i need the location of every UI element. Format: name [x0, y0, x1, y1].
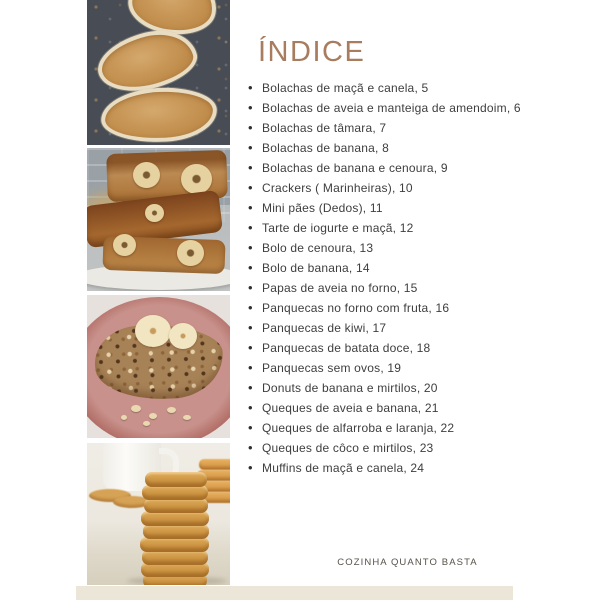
index-entry	[244, 358, 574, 378]
photo-column	[87, 0, 230, 600]
index-entry	[244, 78, 574, 98]
cookie	[144, 498, 208, 513]
banana-slice	[135, 315, 171, 347]
bullet-icon: •	[248, 240, 253, 255]
entry-separator: ,	[391, 181, 400, 195]
entry-label: Bolo de cenoura	[262, 241, 353, 255]
footer-band	[76, 586, 513, 600]
entry-label: Bolachas de banana	[262, 141, 376, 155]
entry-page-number: 14	[355, 261, 370, 275]
cookie	[142, 485, 208, 500]
banana-slice	[177, 240, 204, 266]
entry-page-number: 19	[387, 361, 402, 375]
photo-baked-oatmeal	[87, 295, 230, 438]
footer-brand: COZINHA QUANTO BASTA	[337, 557, 478, 568]
index-list	[244, 78, 574, 478]
entry-page-number: 13	[359, 241, 374, 255]
cookie	[145, 472, 207, 487]
bullet-icon: •	[248, 420, 253, 435]
entry-label: Bolo de banana	[262, 261, 349, 275]
entry-page-number: 6	[513, 101, 521, 115]
index-entry	[244, 258, 574, 278]
nut-crumb	[149, 413, 157, 419]
pancake-shape	[100, 85, 219, 145]
banana-slice	[169, 323, 197, 349]
bullet-icon: •	[248, 400, 253, 415]
entry-label: Papas de aveia no forno	[262, 281, 397, 295]
entry-label: Panquecas sem ovos	[262, 361, 381, 375]
entry-separator: ,	[417, 401, 425, 415]
entry-label: Tarte de iogurte e maçã	[262, 221, 393, 235]
entry-label: Bolachas de maçã e canela	[262, 81, 415, 95]
entry-label: Crackers ( Marinheiras)	[262, 181, 392, 195]
nut-crumb	[121, 415, 127, 420]
entry-separator: ,	[409, 341, 417, 355]
entry-label: Mini pães (Dedos)	[262, 201, 363, 215]
entry-separator: ,	[428, 301, 436, 315]
entry-page-number: 8	[382, 141, 389, 155]
index-entry	[244, 238, 574, 258]
entry-separator: ,	[403, 461, 411, 475]
cookie	[142, 550, 208, 565]
photo-cookie-stack	[87, 443, 230, 585]
bullet-icon: •	[248, 200, 253, 215]
index-entry	[244, 118, 574, 138]
cookie	[140, 537, 209, 552]
banana-slice	[181, 164, 212, 194]
entry-separator: ,	[380, 361, 388, 375]
index-entry	[244, 178, 574, 198]
entry-page-number: 17	[372, 321, 387, 335]
cookie	[141, 511, 209, 526]
entry-separator: ,	[412, 441, 420, 455]
banana-slice	[113, 234, 136, 256]
entry-separator: ,	[433, 161, 441, 175]
entry-separator: ,	[396, 281, 404, 295]
entry-page-number: 23	[419, 441, 434, 455]
banana-slice	[145, 204, 164, 222]
entry-label: Panquecas de kiwi	[262, 321, 366, 335]
cookie-back-stack	[199, 459, 230, 470]
bullet-icon: •	[248, 380, 253, 395]
index-entry	[244, 218, 574, 238]
entry-label: Queques de côco e mirtilos	[262, 441, 413, 455]
index-entry	[244, 278, 574, 298]
index-entry	[244, 418, 574, 438]
entry-label: Panquecas no forno com fruta	[262, 301, 429, 315]
entry-page-number: 15	[403, 281, 418, 295]
bullet-icon: •	[248, 460, 253, 475]
photo-pancakes	[87, 0, 230, 145]
entry-page-number: 20	[423, 381, 438, 395]
bullet-icon: •	[248, 220, 253, 235]
index-entry	[244, 298, 574, 318]
entry-label: Bolachas de aveia e manteiga de amendoim	[262, 101, 507, 115]
index-entry	[244, 378, 574, 398]
bullet-icon: •	[248, 100, 253, 115]
entry-page-number: 11	[369, 201, 383, 215]
nut-crumb	[131, 405, 141, 412]
entry-label: Bolachas de banana e cenoura	[262, 161, 434, 175]
entry-page-number: 9	[440, 161, 448, 175]
page-title: ÍNDICE	[258, 36, 366, 68]
entry-separator: ,	[372, 121, 380, 135]
index-entry	[244, 338, 574, 358]
entry-page-number: 5	[421, 81, 429, 95]
bullet-icon: •	[248, 440, 253, 455]
entry-separator: ,	[414, 81, 422, 95]
bullet-icon: •	[248, 280, 253, 295]
entry-label: Muffins de maçã e canela	[262, 461, 404, 475]
index-entry	[244, 398, 574, 418]
entry-label: Queques de alfarroba e laranja	[262, 421, 434, 435]
nut-crumb	[143, 421, 150, 426]
entry-page-number: 16	[435, 301, 450, 315]
bullet-icon: •	[248, 260, 253, 275]
bullet-icon: •	[248, 300, 253, 315]
bullet-icon: •	[248, 120, 253, 135]
entry-page-number: 7	[379, 121, 387, 135]
bullet-icon: •	[248, 360, 253, 375]
index-entry	[244, 98, 574, 118]
index-entry	[244, 158, 574, 178]
entry-separator: ,	[506, 101, 514, 115]
entry-separator: ,	[352, 241, 360, 255]
entry-separator: ,	[392, 221, 400, 235]
index-entry	[244, 318, 574, 338]
nut-crumb	[183, 415, 191, 420]
banana-slice	[133, 162, 160, 188]
entry-separator: ,	[348, 261, 356, 275]
index-entry	[244, 138, 574, 158]
entry-separator: ,	[433, 421, 441, 435]
entry-page-number: 18	[416, 341, 431, 355]
entry-label: Panquecas de batata doce	[262, 341, 410, 355]
entry-page-number: 24	[410, 461, 425, 475]
index-entry	[244, 458, 574, 478]
entry-label: Queques de aveia e banana	[262, 401, 418, 415]
entry-separator: ,	[375, 141, 383, 155]
bullet-icon: •	[248, 80, 253, 95]
bullet-icon: •	[248, 180, 253, 195]
entry-separator: ,	[416, 381, 424, 395]
entry-page-number: 12	[399, 221, 414, 235]
photo-banana-bread	[87, 148, 230, 291]
nut-crumb	[167, 407, 176, 413]
entry-page-number: 22	[440, 421, 455, 435]
entry-label: Bolachas de tâmara	[262, 121, 373, 135]
entry-separator: ,	[362, 201, 370, 215]
bullet-icon: •	[248, 320, 253, 335]
bullet-icon: •	[248, 340, 253, 355]
entry-label: Donuts de banana e mirtilos	[262, 381, 417, 395]
bullet-icon: •	[248, 140, 253, 155]
entry-separator: ,	[365, 321, 373, 335]
bullet-icon: •	[248, 160, 253, 175]
index-entry	[244, 438, 574, 458]
entry-page-number: 10	[399, 181, 413, 195]
entry-page-number: 21	[424, 401, 439, 415]
cookie	[143, 524, 209, 539]
index-entry	[244, 198, 574, 218]
